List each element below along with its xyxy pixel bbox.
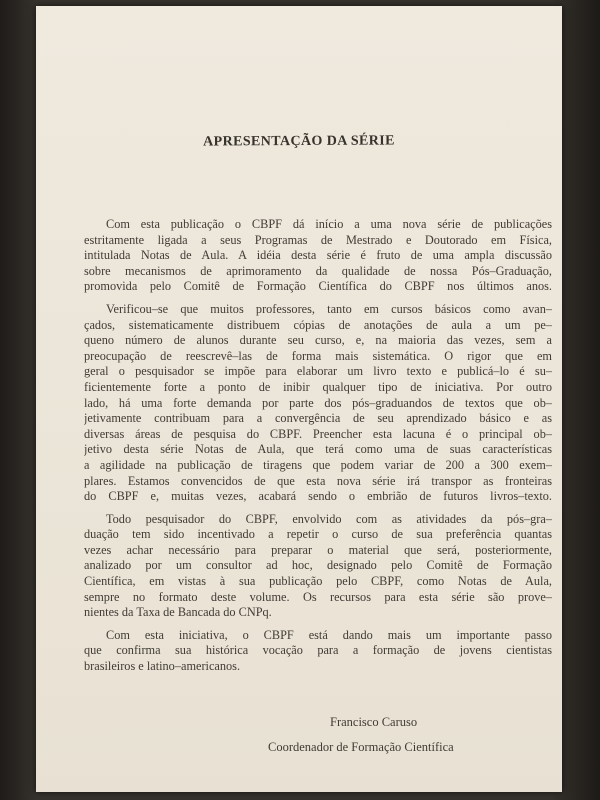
text-line: Científica, em vistas à sua publicação pelo CBPF, como Notas de Aula, [84,574,552,589]
book-page [36,6,562,792]
paragraph-4 [84,628,552,675]
text-line: sempre no formato deste volume. Os recursos para esta série são prove– [84,589,552,604]
text-line: do CBPF e, muitas vezes, acabará sendo o embrião de futuros livros–texto. [84,489,552,504]
text-line: Verificou–se que muitos professores, tanto em cursos básicos como avan– [106,301,552,316]
text-line: a agilidade na publicação de tiragens que podem variar de 200 a 300 exem– [84,457,552,472]
text-line: diversas áreas de pesquisa do CBPF. Preencher esta lacuna é o principal ob– [84,426,552,441]
text-line: plares. Estamos convencidos de que esta nova série irá transpor as fronteiras [84,473,552,488]
text-line: duação tem sido incentivado a repetir o curso de sua preferência quantas [84,527,552,542]
text-line: jetivo desta série Notas de Aula, que terá como uma de suas características [84,442,552,457]
text-line: Com esta publicação o CBPF dá início a uma nova série de publicações [106,217,552,231]
text-line: preocupação de reescrevê–las de forma mais sistemática. O rigor que em [84,348,552,363]
signature-name: Francisco Caruso [330,715,418,729]
paragraph-3 [84,512,552,621]
text-line: sobre mecanismos de aprimoramento da qualidade de nossa Pós–Graduação, [84,263,552,278]
text-line: çados, sistematicamente distribuem cópias de anotações de aula a um pe– [84,317,552,332]
text-line: jetivamente contribuam para a convergência de seu aprendizado básico e as [84,411,552,426]
text-line: Com esta iniciativa, o CBPF está dando mais um importante passo [106,627,552,642]
text-line: geral o pesquisador se impõe para elaborar um livro texto e publicá–lo é su– [84,364,552,379]
paragraph-2 [84,302,552,505]
page-title: APRESENTAÇÃO DA SÉRIE [203,133,395,150]
signature-role: Coordenador de Formação Científica [268,740,454,754]
paragraph-1 [84,217,552,295]
text-line: intitulada Notas de Aula. A idéia desta série é fruto de uma ampla discussão [84,248,552,263]
text-line: analizado por um consultor ad hoc, designado pelo Comitê de Formação [84,558,552,573]
text-line: vezes achar necessário para preparar o material que será, posteriormente, [84,542,552,557]
text-line: nientes da Taxa de Bancada do CNPq. [84,605,272,620]
text-line: Todo pesquisador do CBPF, envolvido com as atividades da pós–gra– [106,511,552,526]
body-text [84,217,552,682]
text-line: lado, há uma forte demanda por parte dos pós–graduandos de textos que ob– [84,395,552,410]
text-line: queno número de alunos durante seu curso, e, na maioria das vezes, sem a [84,333,552,348]
text-line: brasileiros e latino–americanos. [84,659,241,674]
text-line: que confirma sua histórica vocação para a formação de jovens cientistas [84,643,552,658]
text-line: estritamente ligada a seus Programas de Mestrado e Doutorado em Física, [84,232,552,247]
text-line: promovida pelo Comitê de Formação Científica do CBPF nos últimos anos. [84,279,552,294]
text-line: ficientemente forte a ponto de inibir qualquer tipo de iniciativa. Por outro [84,379,552,394]
